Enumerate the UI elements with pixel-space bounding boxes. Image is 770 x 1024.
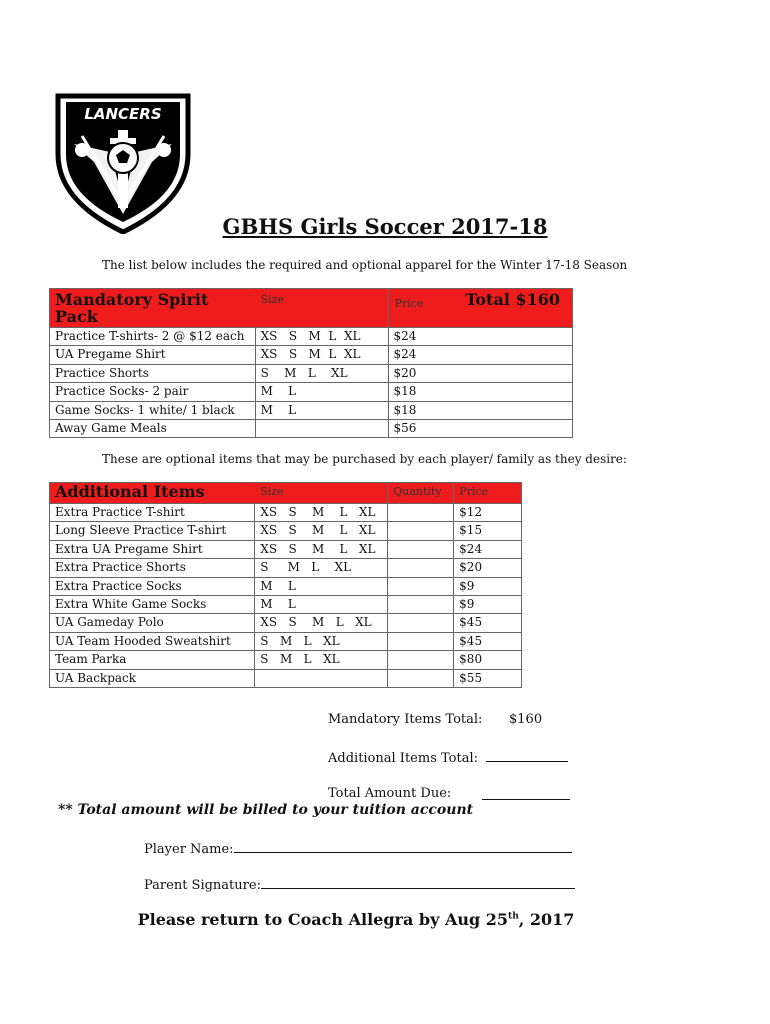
additional-row (50, 651, 522, 669)
mandatory-header-item (50, 289, 256, 328)
additional-row-price: $55 (454, 669, 522, 687)
additional-header-label: Additional Items (55, 482, 205, 501)
mandatory-row (50, 364, 573, 382)
additional-total-summary (328, 749, 568, 766)
additional-row-size: S M L XL (255, 632, 388, 650)
player-name-label: Player Name: (144, 842, 234, 857)
additional-row-price: $15 (454, 522, 522, 540)
mandatory-header-label: Mandatory Spirit Pack (55, 290, 209, 327)
parent-signature-label: Parent Signature: (144, 878, 261, 893)
additional-row-quantity[interactable] (388, 559, 454, 577)
additional-row-quantity[interactable] (388, 577, 454, 595)
additional-table (49, 482, 522, 688)
mandatory-size-label: Size (260, 293, 284, 306)
additional-row-item: Extra Practice Socks (50, 577, 255, 595)
additional-quantity-label: Quantity (393, 485, 442, 498)
additional-row-price: $45 (454, 614, 522, 632)
additional-row-price: $24 (454, 540, 522, 558)
additional-total-summary-label: Additional Items Total: (328, 751, 478, 766)
mandatory-header-price-total (388, 289, 572, 328)
additional-row-price: $80 (454, 651, 522, 669)
mandatory-row-item: UA Pregame Shirt (50, 346, 256, 364)
mandatory-row-item: Practice T-shirts- 2 @ $12 each (50, 328, 256, 346)
mandatory-header-row (50, 289, 573, 328)
additional-row-item: Extra Practice Shorts (50, 559, 255, 577)
additional-row (50, 504, 522, 522)
additional-row-quantity[interactable] (388, 522, 454, 540)
parent-signature-row (144, 876, 575, 893)
mandatory-row-size: S M L XL (255, 364, 388, 382)
mandatory-row-price: $24 (388, 328, 572, 346)
additional-header-item (50, 483, 255, 504)
additional-row-price: $9 (454, 577, 522, 595)
additional-row-price: $45 (454, 632, 522, 650)
additional-row-quantity[interactable] (388, 651, 454, 669)
additional-row-item: Extra UA Pregame Shirt (50, 540, 255, 558)
additional-row-quantity[interactable] (388, 504, 454, 522)
return-note-end: , 2017 (518, 910, 575, 929)
mandatory-row-size: XS S M L XL (255, 346, 388, 364)
additional-row (50, 522, 522, 540)
parent-signature-field[interactable] (261, 876, 575, 889)
mandatory-row-size: M L (255, 383, 388, 401)
mandatory-row-item: Practice Shorts (50, 364, 256, 382)
mandatory-row (50, 383, 573, 401)
mandatory-header-size (255, 289, 388, 328)
additional-row-item: UA Backpack (50, 669, 255, 687)
additional-row (50, 596, 522, 614)
additional-row (50, 614, 522, 632)
additional-price-label: Price (459, 485, 489, 498)
additional-row-price: $12 (454, 504, 522, 522)
mandatory-total-summary-label: Mandatory Items Total: (328, 712, 483, 727)
additional-size-label: Size (260, 485, 284, 498)
additional-row-size: XS S M L XL (255, 504, 388, 522)
additional-row-item: Long Sleeve Practice T-shirt (50, 522, 255, 540)
mandatory-row-size: XS S M L XL (255, 328, 388, 346)
additional-row-size: XS S M L XL (255, 614, 388, 632)
mandatory-total-summary (328, 712, 482, 727)
player-name-row (144, 840, 572, 857)
additional-row (50, 632, 522, 650)
additional-header-size (255, 483, 388, 504)
additional-row-price: $9 (454, 596, 522, 614)
additional-row-item: UA Gameday Polo (50, 614, 255, 632)
mandatory-row-item: Game Socks- 1 white/ 1 black (50, 401, 256, 419)
mandatory-total-summary-value: $160 (509, 712, 543, 727)
additional-row-price: $20 (454, 559, 522, 577)
additional-row-size: XS S M L XL (255, 522, 388, 540)
mandatory-row (50, 328, 573, 346)
additional-header-price (454, 483, 522, 504)
additional-row-item: Extra Practice T-shirt (50, 504, 255, 522)
additional-row-quantity[interactable] (388, 540, 454, 558)
return-note-sup: th (508, 911, 519, 922)
additional-header-row (50, 483, 522, 504)
mandatory-row-item: Practice Socks- 2 pair (50, 383, 256, 401)
mandatory-price-label: Price (394, 297, 424, 310)
additional-row (50, 559, 522, 577)
return-note (0, 910, 712, 929)
total-due-summary (328, 786, 451, 801)
optional-note: These are optional items that may be purchased by each player/ family as they desire: (102, 452, 627, 466)
mandatory-row-size: M L (255, 401, 388, 419)
mandatory-row (50, 401, 573, 419)
additional-row-size (255, 669, 388, 687)
mandatory-row-item: Away Game Meals (50, 420, 256, 438)
mandatory-table (49, 288, 573, 438)
additional-header-quantity (388, 483, 454, 504)
additional-row (50, 577, 522, 595)
additional-row-quantity[interactable] (388, 596, 454, 614)
mandatory-row-price: $24 (388, 346, 572, 364)
mandatory-total-label: Total $160 (465, 290, 560, 309)
total-due-summary-label: Total Amount Due: (328, 786, 452, 801)
logo-text: LANCERS (84, 105, 162, 123)
additional-row-size: S M L XL (255, 651, 388, 669)
additional-row (50, 540, 522, 558)
additional-total-field[interactable] (486, 749, 568, 762)
additional-row-item: Team Parka (50, 651, 255, 669)
additional-row-quantity[interactable] (388, 614, 454, 632)
return-note-main: Please return to Coach Allegra by Aug 25 (137, 910, 509, 929)
mandatory-row (50, 346, 573, 364)
mandatory-row (50, 420, 573, 438)
additional-row-size: M L (255, 577, 388, 595)
mandatory-row-price: $18 (388, 401, 572, 419)
additional-row-quantity[interactable] (388, 632, 454, 650)
billing-note: ** Total amount will be billed to your tuition account (58, 802, 474, 818)
additional-row-size: S M L XL (255, 559, 388, 577)
mandatory-row-price: $20 (388, 364, 572, 382)
additional-row (50, 669, 522, 687)
mandatory-row-size (255, 420, 388, 438)
additional-row-size: M L (255, 596, 388, 614)
page-title: GBHS Girls Soccer 2017-18 (222, 214, 548, 239)
mandatory-row-price: $18 (388, 383, 572, 401)
player-name-field[interactable] (234, 840, 572, 853)
additional-row-size: XS S M L XL (255, 540, 388, 558)
lancers-logo (52, 92, 194, 234)
intro-text: The list below includes the required and optional apparel for the Winter 17-18 Season (102, 258, 628, 272)
additional-row-item: Extra White Game Socks (50, 596, 255, 614)
total-due-field[interactable] (482, 787, 570, 800)
additional-row-item: UA Team Hooded Sweatshirt (50, 632, 255, 650)
mandatory-row-price: $56 (388, 420, 572, 438)
additional-row-quantity[interactable] (388, 669, 454, 687)
